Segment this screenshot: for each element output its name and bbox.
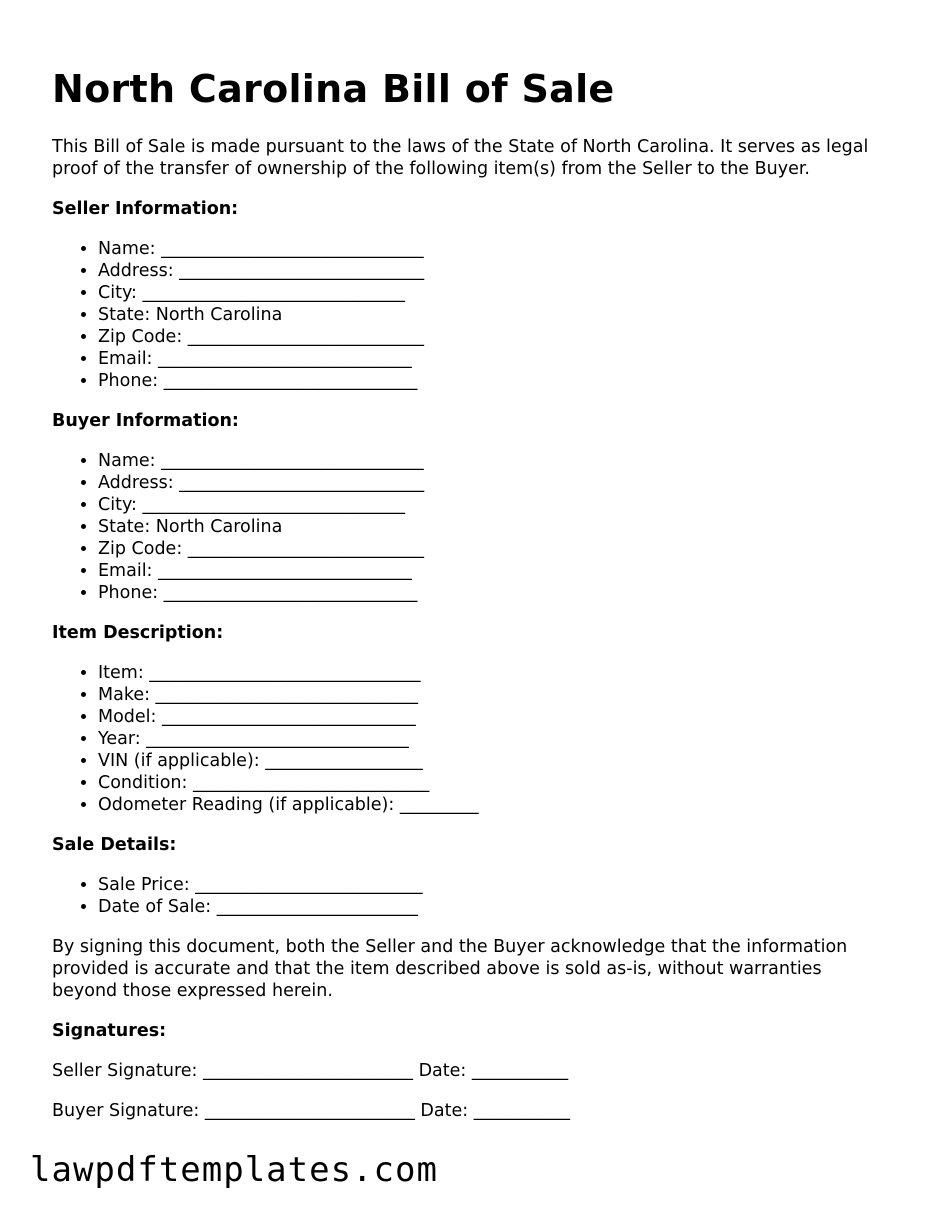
seller-address-field: • Address: ____________________________ <box>98 260 892 282</box>
item-year-field: • Year: ______________________________ <box>98 728 892 750</box>
signatures-section <box>52 1020 892 1122</box>
seller-name-field: • Name: ______________________________ <box>98 238 892 260</box>
acknowledgement-paragraph: By signing this document, both the Seller and the Buyer acknowledge that the information provided is accurate and that the item described above is sold as-is, without warranties beyond those expressed herein. <box>52 937 848 1001</box>
seller-section <box>52 198 892 392</box>
sale-section <box>52 834 892 918</box>
seller-phone-field: • Phone: _____________________________ <box>98 370 892 392</box>
buyer-signature-line: Buyer Signature: ________________________ Date: ___________ <box>52 1101 570 1121</box>
seller-heading: Seller Information: <box>52 199 239 219</box>
buyer-address-field: • Address: ____________________________ <box>98 472 892 494</box>
sale-price-field: • Sale Price: __________________________ <box>98 874 892 896</box>
page-title: North Carolina Bill of Sale <box>52 67 615 111</box>
item-odometer-field: • Odometer Reading (if applicable): _________ <box>98 794 892 816</box>
item-make-field: • Make: ______________________________ <box>98 684 892 706</box>
item-item-field: • Item: _______________________________ <box>98 662 892 684</box>
item-list <box>52 662 892 816</box>
seller-list <box>52 238 892 392</box>
sale-heading: Sale Details: <box>52 835 177 855</box>
item-heading: Item Description: <box>52 623 224 643</box>
buyer-list <box>52 450 892 604</box>
item-model-field: • Model: _____________________________ <box>98 706 892 728</box>
watermark: lawpdftemplates.com <box>30 1150 438 1190</box>
sale-list <box>52 874 892 918</box>
buyer-heading: Buyer Information: <box>52 411 239 431</box>
buyer-zip-field: • Zip Code: ___________________________ <box>98 538 892 560</box>
item-condition-field: • Condition: ___________________________ <box>98 772 892 794</box>
buyer-section <box>52 410 892 604</box>
sale-date-field: • Date of Sale: _______________________ <box>98 896 892 918</box>
seller-city-field: • City: ______________________________ <box>98 282 892 304</box>
seller-zip-field: • Zip Code: ___________________________ <box>98 326 892 348</box>
seller-state-field: • State: North Carolina <box>98 304 892 326</box>
item-section <box>52 622 892 816</box>
buyer-city-field: • City: ______________________________ <box>98 494 892 516</box>
seller-signature-line: Seller Signature: ________________________ Date: ___________ <box>52 1061 569 1081</box>
item-vin-field: • VIN (if applicable): __________________ <box>98 750 892 772</box>
seller-email-field: • Email: _____________________________ <box>98 348 892 370</box>
document-page <box>52 62 892 1122</box>
buyer-phone-field: • Phone: _____________________________ <box>98 582 892 604</box>
signatures-heading: Signatures: <box>52 1021 167 1041</box>
intro-paragraph: This Bill of Sale is made pursuant to the laws of the State of North Carolina. It serves as legal proof of the transfer of ownership of the following item(s) from the Seller to the Buyer. <box>52 137 869 179</box>
buyer-name-field: • Name: ______________________________ <box>98 450 892 472</box>
buyer-email-field: • Email: _____________________________ <box>98 560 892 582</box>
buyer-state-field: • State: North Carolina <box>98 516 892 538</box>
